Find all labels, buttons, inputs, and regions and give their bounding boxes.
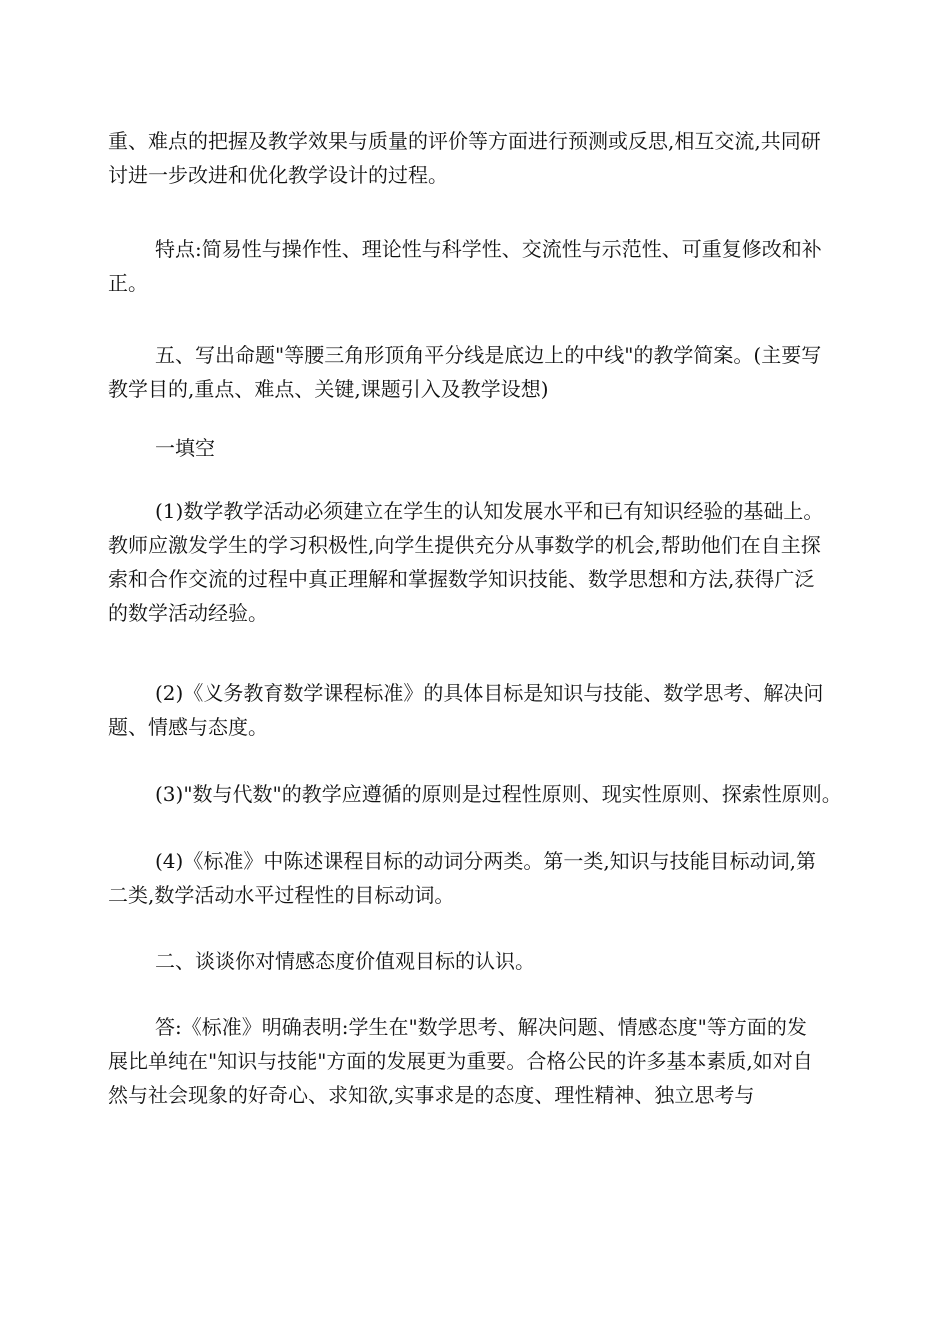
paragraph-answer: [108, 1010, 848, 1112]
text-line: 讨进一步改进和优化教学设计的过程。: [108, 163, 448, 187]
text-line: 一填空: [155, 436, 215, 460]
paragraph-item-1: [108, 494, 848, 630]
text-line: 教师应激发学生的学习积极性,向学生提供充分从事数学的机会,帮助他们在自主探: [108, 533, 821, 557]
text-line: 正。: [108, 271, 148, 295]
text-line: 答:《标准》明确表明:学生在"数学思考、解决问题、情感态度"等方面的发: [155, 1015, 807, 1039]
text-line: (4)《标准》中陈述课程目标的动词分两类。第一类,知识与技能目标动词,第: [155, 849, 817, 873]
text-line: 特点:简易性与操作性、理论性与科学性、交流性与示范性、可重复修改和补: [155, 237, 822, 261]
text-line: 二、谈谈你对情感态度价值观目标的认识。: [155, 949, 535, 973]
text-line: 然与社会现象的好奇心、求知欲,实事求是的态度、理性精神、独立思考与: [108, 1083, 755, 1107]
paragraph-item-2: [108, 676, 848, 744]
text-line: 教学目的,重点、难点、关键,课题引入及教学设想): [108, 377, 549, 401]
paragraph-question-five: [108, 338, 848, 406]
text-line: 重、难点的把握及教学效果与质量的评价等方面进行预测或反思,相互交流,共同研: [108, 129, 821, 153]
paragraph-features: [108, 232, 848, 300]
text-line: 的数学活动经验。: [108, 601, 268, 625]
text-line: 题、情感与态度。: [108, 715, 268, 739]
text-line: (2)《义务教育数学课程标准》的具体目标是知识与技能、数学思考、解决问: [155, 681, 824, 705]
section-heading-fill-blank: [108, 431, 848, 465]
text-line: (3)"数与代数"的教学应遵循的原则是过程性原则、现实性原则、探索性原则。: [155, 782, 842, 806]
text-line: 五、写出命题"等腰三角形顶角平分线是底边上的中线"的教学简案。(主要写: [155, 343, 822, 367]
text-line: 展比单纯在"知识与技能"方面的发展更为重要。合格公民的许多基本素质,如对自: [108, 1049, 813, 1073]
paragraph-item-3: [108, 777, 848, 811]
paragraph-continuation: [108, 124, 848, 192]
text-line: (1)数学教学活动必须建立在学生的认知发展水平和已有知识经验的基础上。: [155, 499, 824, 523]
paragraph-item-4: [108, 844, 848, 912]
text-line: 二类,数学活动水平过程性的目标动词。: [108, 883, 455, 907]
section-heading-question-two: [108, 944, 848, 978]
text-line: 索和合作交流的过程中真正理解和掌握数学知识技能、数学思想和方法,获得广泛: [108, 567, 815, 591]
